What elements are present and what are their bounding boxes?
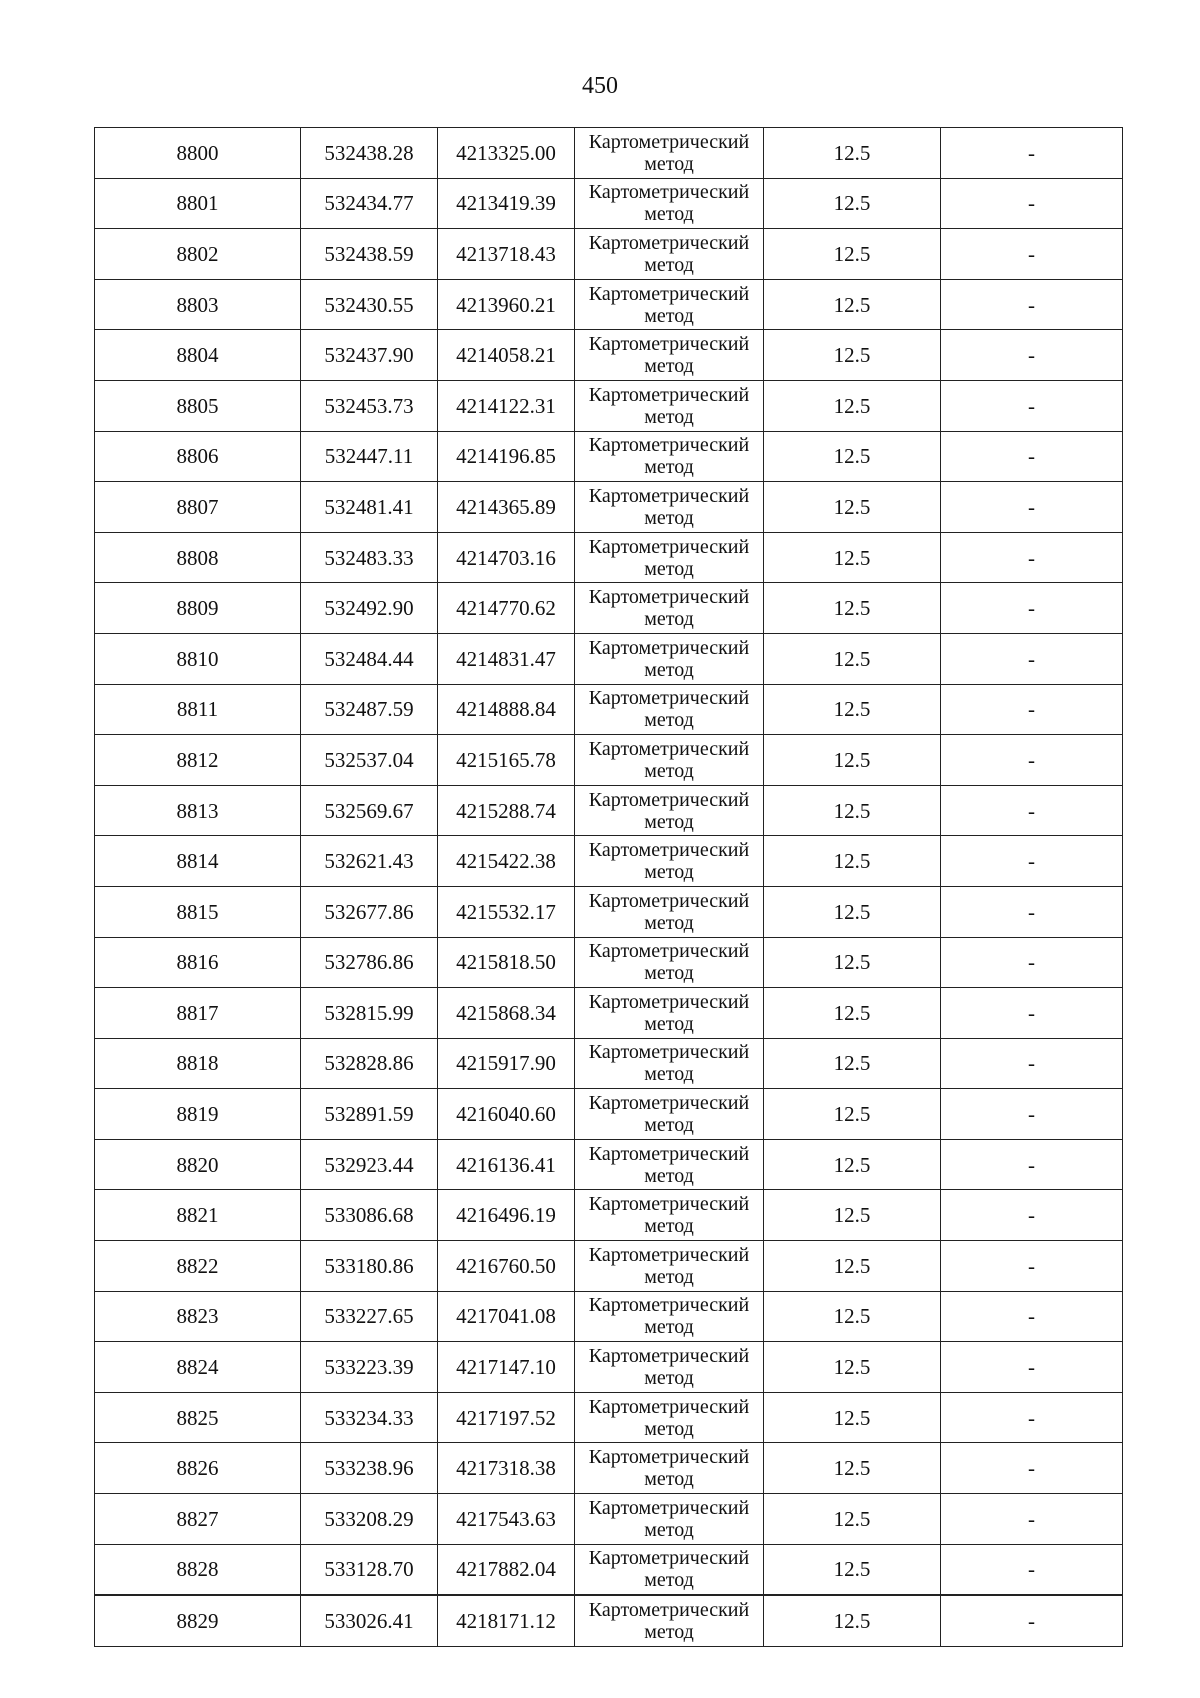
point-number-cell: 8824 (95, 1342, 301, 1393)
table-row (95, 1139, 1123, 1190)
table-row (95, 886, 1123, 937)
method-line-1: Картометрический (588, 231, 750, 254)
point-number-cell: 8825 (95, 1392, 301, 1443)
method-line-2: метод (644, 608, 694, 631)
point-number-cell: 8808 (95, 532, 301, 583)
note-cell: - (941, 482, 1123, 533)
method-cell (575, 380, 764, 431)
note-cell: - (941, 1544, 1123, 1595)
coordinates-table (94, 127, 1123, 1647)
table-row (95, 1494, 1123, 1545)
y-coordinate-cell: 4216496.19 (438, 1190, 575, 1241)
accuracy-cell: 12.5 (764, 785, 941, 836)
accuracy-cell: 12.5 (764, 886, 941, 937)
point-number-cell: 8827 (95, 1494, 301, 1545)
accuracy-cell: 12.5 (764, 1089, 941, 1140)
table-row (95, 785, 1123, 836)
note-cell: - (941, 1139, 1123, 1190)
accuracy-cell: 12.5 (764, 1241, 941, 1292)
point-number-cell: 8801 (95, 178, 301, 229)
point-number-cell: 8806 (95, 431, 301, 482)
note-cell: - (941, 1392, 1123, 1443)
accuracy-cell: 12.5 (764, 1494, 941, 1545)
note-cell: - (941, 633, 1123, 684)
point-number-cell: 8826 (95, 1443, 301, 1494)
table-row (95, 1595, 1123, 1646)
point-number-cell: 8809 (95, 583, 301, 634)
point-number-cell: 8805 (95, 380, 301, 431)
method-line-1: Картометрический (588, 1243, 750, 1266)
point-number-cell: 8812 (95, 735, 301, 786)
y-coordinate-cell: 4217543.63 (438, 1494, 575, 1545)
method-line-1: Картометрический (588, 1142, 750, 1165)
accuracy-cell: 12.5 (764, 178, 941, 229)
method-cell (575, 1342, 764, 1393)
method-cell (575, 988, 764, 1039)
y-coordinate-cell: 4217197.52 (438, 1392, 575, 1443)
note-cell: - (941, 886, 1123, 937)
accuracy-cell: 12.5 (764, 988, 941, 1039)
method-cell (575, 886, 764, 937)
method-line-2: метод (644, 1468, 694, 1491)
point-number-cell: 8819 (95, 1089, 301, 1140)
method-cell (575, 1291, 764, 1342)
method-line-2: метод (644, 759, 694, 782)
method-line-2: метод (644, 962, 694, 985)
method-line-1: Картометрический (588, 181, 750, 204)
method-cell (575, 785, 764, 836)
method-line-2: метод (644, 253, 694, 276)
method-cell (575, 330, 764, 381)
method-cell (575, 583, 764, 634)
accuracy-cell: 12.5 (764, 279, 941, 330)
accuracy-cell: 12.5 (764, 633, 941, 684)
method-line-2: метод (644, 1114, 694, 1137)
method-line-1: Картометрический (588, 1496, 750, 1519)
note-cell: - (941, 1342, 1123, 1393)
method-line-1: Картометрический (588, 687, 750, 710)
accuracy-cell: 12.5 (764, 1190, 941, 1241)
table-row (95, 279, 1123, 330)
method-cell (575, 1139, 764, 1190)
note-cell: - (941, 684, 1123, 735)
point-number-cell: 8817 (95, 988, 301, 1039)
y-coordinate-cell: 4217147.10 (438, 1342, 575, 1393)
method-cell (575, 279, 764, 330)
accuracy-cell: 12.5 (764, 431, 941, 482)
method-line-2: метод (644, 152, 694, 175)
method-line-2: метод (644, 405, 694, 428)
note-cell: - (941, 380, 1123, 431)
method-line-2: метод (644, 861, 694, 884)
point-number-cell: 8810 (95, 633, 301, 684)
method-line-2: метод (644, 1569, 694, 1592)
x-coordinate-cell: 533086.68 (301, 1190, 438, 1241)
method-cell (575, 482, 764, 533)
point-number-cell: 8821 (95, 1190, 301, 1241)
y-coordinate-cell: 4217882.04 (438, 1544, 575, 1595)
y-coordinate-cell: 4215532.17 (438, 886, 575, 937)
note-cell: - (941, 229, 1123, 280)
method-line-1: Картометрический (588, 1446, 750, 1469)
x-coordinate-cell: 532447.11 (301, 431, 438, 482)
table-row (95, 431, 1123, 482)
table-row (95, 178, 1123, 229)
x-coordinate-cell: 532923.44 (301, 1139, 438, 1190)
point-number-cell: 8816 (95, 937, 301, 988)
y-coordinate-cell: 4216136.41 (438, 1139, 575, 1190)
method-cell (575, 1089, 764, 1140)
accuracy-cell: 12.5 (764, 1443, 941, 1494)
accuracy-cell: 12.5 (764, 482, 941, 533)
y-coordinate-cell: 4215868.34 (438, 988, 575, 1039)
note-cell: - (941, 735, 1123, 786)
method-line-2: метод (644, 810, 694, 833)
y-coordinate-cell: 4214365.89 (438, 482, 575, 533)
point-number-cell: 8820 (95, 1139, 301, 1190)
coordinates-table-body (95, 128, 1123, 1647)
method-line-1: Картометрический (588, 1041, 750, 1064)
method-cell (575, 735, 764, 786)
y-coordinate-cell: 4217041.08 (438, 1291, 575, 1342)
table-row (95, 330, 1123, 381)
x-coordinate-cell: 532487.59 (301, 684, 438, 735)
y-coordinate-cell: 4214888.84 (438, 684, 575, 735)
table-row (95, 1544, 1123, 1595)
x-coordinate-cell: 532453.73 (301, 380, 438, 431)
method-line-1: Картометрический (588, 889, 750, 912)
method-cell (575, 1190, 764, 1241)
method-cell (575, 1392, 764, 1443)
method-cell (575, 1241, 764, 1292)
y-coordinate-cell: 4216040.60 (438, 1089, 575, 1140)
accuracy-cell: 12.5 (764, 735, 941, 786)
method-line-2: метод (644, 557, 694, 580)
note-cell: - (941, 1443, 1123, 1494)
y-coordinate-cell: 4215288.74 (438, 785, 575, 836)
accuracy-cell: 12.5 (764, 1342, 941, 1393)
x-coordinate-cell: 532434.77 (301, 178, 438, 229)
method-line-2: метод (644, 1063, 694, 1086)
table-row (95, 229, 1123, 280)
note-cell: - (941, 1241, 1123, 1292)
table-row (95, 1038, 1123, 1089)
table-row (95, 684, 1123, 735)
method-line-1: Картометрический (588, 333, 750, 356)
method-line-1: Картометрический (588, 839, 750, 862)
method-line-1: Картометрический (588, 1599, 750, 1622)
table-row (95, 1392, 1123, 1443)
x-coordinate-cell: 533223.39 (301, 1342, 438, 1393)
method-line-2: метод (644, 1164, 694, 1187)
x-coordinate-cell: 533180.86 (301, 1241, 438, 1292)
method-cell (575, 431, 764, 482)
method-cell (575, 633, 764, 684)
table-row (95, 937, 1123, 988)
method-line-1: Картометрический (588, 282, 750, 305)
x-coordinate-cell: 532430.55 (301, 279, 438, 330)
y-coordinate-cell: 4213419.39 (438, 178, 575, 229)
method-line-2: метод (644, 355, 694, 378)
accuracy-cell: 12.5 (764, 330, 941, 381)
point-number-cell: 8802 (95, 229, 301, 280)
accuracy-cell: 12.5 (764, 532, 941, 583)
y-coordinate-cell: 4214058.21 (438, 330, 575, 381)
x-coordinate-cell: 532483.33 (301, 532, 438, 583)
method-line-1: Картометрический (588, 1193, 750, 1216)
method-line-2: метод (644, 304, 694, 327)
note-cell: - (941, 1190, 1123, 1241)
x-coordinate-cell: 533026.41 (301, 1595, 438, 1646)
method-line-2: метод (644, 506, 694, 529)
point-number-cell: 8815 (95, 886, 301, 937)
note-cell: - (941, 1038, 1123, 1089)
accuracy-cell: 12.5 (764, 1139, 941, 1190)
point-number-cell: 8800 (95, 128, 301, 179)
point-number-cell: 8813 (95, 785, 301, 836)
method-line-2: метод (644, 1215, 694, 1238)
y-coordinate-cell: 4215818.50 (438, 937, 575, 988)
y-coordinate-cell: 4214831.47 (438, 633, 575, 684)
method-line-2: метод (644, 1265, 694, 1288)
method-line-2: метод (644, 911, 694, 934)
note-cell: - (941, 1291, 1123, 1342)
note-cell: - (941, 583, 1123, 634)
method-line-1: Картометрический (588, 535, 750, 558)
table-row (95, 1443, 1123, 1494)
accuracy-cell: 12.5 (764, 836, 941, 887)
y-coordinate-cell: 4213325.00 (438, 128, 575, 179)
method-cell (575, 1038, 764, 1089)
x-coordinate-cell: 533238.96 (301, 1443, 438, 1494)
point-number-cell: 8818 (95, 1038, 301, 1089)
table-row (95, 1190, 1123, 1241)
method-line-2: метод (644, 709, 694, 732)
x-coordinate-cell: 532621.43 (301, 836, 438, 887)
table-row (95, 735, 1123, 786)
x-coordinate-cell: 532537.04 (301, 735, 438, 786)
method-line-1: Картометрический (588, 130, 750, 153)
note-cell: - (941, 1494, 1123, 1545)
x-coordinate-cell: 532786.86 (301, 937, 438, 988)
method-line-1: Картометрический (588, 383, 750, 406)
y-coordinate-cell: 4214770.62 (438, 583, 575, 634)
point-number-cell: 8822 (95, 1241, 301, 1292)
method-line-2: метод (644, 1518, 694, 1541)
y-coordinate-cell: 4213960.21 (438, 279, 575, 330)
x-coordinate-cell: 532677.86 (301, 886, 438, 937)
note-cell: - (941, 988, 1123, 1039)
point-number-cell: 8807 (95, 482, 301, 533)
method-line-2: метод (644, 1316, 694, 1339)
method-line-1: Картометрический (588, 1345, 750, 1368)
method-line-1: Картометрический (588, 1547, 750, 1570)
table-row (95, 482, 1123, 533)
y-coordinate-cell: 4214122.31 (438, 380, 575, 431)
note-cell: - (941, 128, 1123, 179)
x-coordinate-cell: 532484.44 (301, 633, 438, 684)
table-row (95, 583, 1123, 634)
method-cell (575, 178, 764, 229)
method-cell (575, 1544, 764, 1595)
x-coordinate-cell: 532828.86 (301, 1038, 438, 1089)
accuracy-cell: 12.5 (764, 1291, 941, 1342)
method-cell (575, 128, 764, 179)
x-coordinate-cell: 533227.65 (301, 1291, 438, 1342)
method-line-1: Картометрический (588, 1294, 750, 1317)
method-cell (575, 1443, 764, 1494)
table-row (95, 836, 1123, 887)
method-cell (575, 937, 764, 988)
note-cell: - (941, 178, 1123, 229)
table-row (95, 633, 1123, 684)
table-row (95, 128, 1123, 179)
method-line-2: метод (644, 1367, 694, 1390)
method-cell (575, 1595, 764, 1646)
accuracy-cell: 12.5 (764, 937, 941, 988)
table-row (95, 1241, 1123, 1292)
x-coordinate-cell: 533128.70 (301, 1544, 438, 1595)
method-line-2: метод (644, 456, 694, 479)
method-line-2: метод (644, 203, 694, 226)
x-coordinate-cell: 532492.90 (301, 583, 438, 634)
accuracy-cell: 12.5 (764, 1544, 941, 1595)
y-coordinate-cell: 4213718.43 (438, 229, 575, 280)
note-cell: - (941, 431, 1123, 482)
x-coordinate-cell: 532438.59 (301, 229, 438, 280)
point-number-cell: 8804 (95, 330, 301, 381)
note-cell: - (941, 279, 1123, 330)
method-line-1: Картометрический (588, 434, 750, 457)
note-cell: - (941, 937, 1123, 988)
method-cell (575, 684, 764, 735)
method-line-2: метод (644, 1621, 694, 1644)
method-cell (575, 229, 764, 280)
accuracy-cell: 12.5 (764, 684, 941, 735)
x-coordinate-cell: 532481.41 (301, 482, 438, 533)
accuracy-cell: 12.5 (764, 583, 941, 634)
note-cell: - (941, 532, 1123, 583)
accuracy-cell: 12.5 (764, 229, 941, 280)
point-number-cell: 8814 (95, 836, 301, 887)
accuracy-cell: 12.5 (764, 1392, 941, 1443)
page-number: 450 (582, 73, 618, 99)
x-coordinate-cell: 532891.59 (301, 1089, 438, 1140)
y-coordinate-cell: 4215165.78 (438, 735, 575, 786)
method-line-1: Картометрический (588, 788, 750, 811)
method-cell (575, 1494, 764, 1545)
method-line-1: Картометрический (588, 1395, 750, 1418)
point-number-cell: 8811 (95, 684, 301, 735)
x-coordinate-cell: 532437.90 (301, 330, 438, 381)
method-line-1: Картометрический (588, 586, 750, 609)
note-cell: - (941, 836, 1123, 887)
method-line-2: метод (644, 658, 694, 681)
point-number-cell: 8803 (95, 279, 301, 330)
point-number-cell: 8828 (95, 1544, 301, 1595)
y-coordinate-cell: 4216760.50 (438, 1241, 575, 1292)
table-row (95, 1089, 1123, 1140)
method-cell (575, 532, 764, 583)
table-row (95, 1342, 1123, 1393)
accuracy-cell: 12.5 (764, 128, 941, 179)
method-line-1: Картометрический (588, 940, 750, 963)
method-line-2: метод (644, 1417, 694, 1440)
y-coordinate-cell: 4215917.90 (438, 1038, 575, 1089)
y-coordinate-cell: 4214703.16 (438, 532, 575, 583)
accuracy-cell: 12.5 (764, 1038, 941, 1089)
x-coordinate-cell: 532569.67 (301, 785, 438, 836)
table-row (95, 532, 1123, 583)
table-row (95, 988, 1123, 1039)
x-coordinate-cell: 533234.33 (301, 1392, 438, 1443)
method-cell (575, 836, 764, 887)
note-cell: - (941, 330, 1123, 381)
method-line-1: Картометрический (588, 1092, 750, 1115)
method-line-1: Картометрический (588, 990, 750, 1013)
y-coordinate-cell: 4214196.85 (438, 431, 575, 482)
note-cell: - (941, 1089, 1123, 1140)
note-cell: - (941, 1595, 1123, 1646)
method-line-1: Картометрический (588, 737, 750, 760)
y-coordinate-cell: 4215422.38 (438, 836, 575, 887)
note-cell: - (941, 785, 1123, 836)
method-line-1: Картометрический (588, 636, 750, 659)
y-coordinate-cell: 4218171.12 (438, 1595, 575, 1646)
point-number-cell: 8829 (95, 1595, 301, 1646)
table-row (95, 1291, 1123, 1342)
accuracy-cell: 12.5 (764, 380, 941, 431)
x-coordinate-cell: 532438.28 (301, 128, 438, 179)
x-coordinate-cell: 533208.29 (301, 1494, 438, 1545)
method-line-1: Картометрический (588, 484, 750, 507)
method-line-2: метод (644, 1012, 694, 1035)
accuracy-cell: 12.5 (764, 1595, 941, 1646)
y-coordinate-cell: 4217318.38 (438, 1443, 575, 1494)
point-number-cell: 8823 (95, 1291, 301, 1342)
x-coordinate-cell: 532815.99 (301, 988, 438, 1039)
table-row (95, 380, 1123, 431)
